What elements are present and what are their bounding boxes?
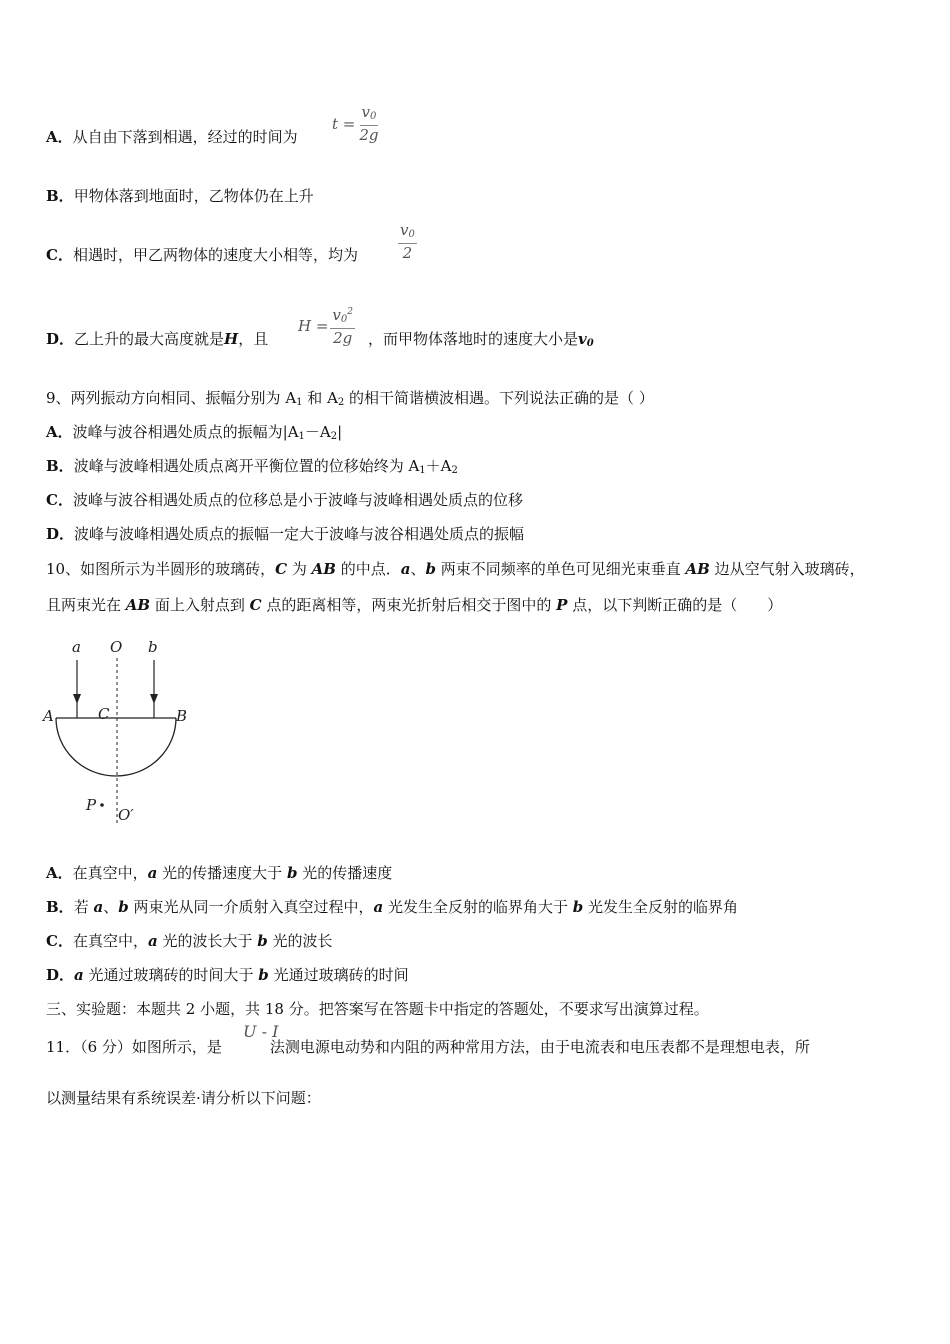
label-C: C [98,705,110,723]
q10-option-b: B．若 a、b 两束光从同一介质射入真空过程中，a 光发生全反射的临界角大于 b 光发生全反射的临界角 [46,898,739,916]
q9-stem: 9、两列振动方向相同、振幅分别为 $A_1$ 和 $A_2$ 的相干简谐横波相遇。下列说法正确的是（ ） [46,389,654,408]
q9-option-d: D．波峰与波峰相遇处质点的振幅一定大于波峰与波谷相遇处质点的振幅 [46,525,525,543]
q11-stem-line2: 以测量结果有系统误差·请分析以下问题： [46,1089,321,1107]
fraction: $\frac{v_0}{2}$ [400,221,415,262]
q10-option-d: D．a 光通过玻璃砖的时间大于 b 光通过玻璃砖的时间 [46,966,409,984]
q9-option-b: B．波峰与波峰相遇处质点离开平衡位置的位移始终为 $A_1+A_2$ [46,457,458,476]
q8-d-formula [298,304,355,347]
option-label: C． [46,246,73,264]
q8-option-c [46,245,358,265]
q8-a-formula [332,104,381,144]
q8-option-a [46,127,298,147]
q8-option-d-tail: ，而甲物体落地时的速度大小是$v_0$ [368,330,594,349]
fraction: $\frac{v_0^2}{2g}$ [332,306,354,347]
q9-option-a: A．波峰与波谷相遇处质点的振幅为$|A_1-A_2|$ [46,423,343,442]
q10-stem-line2: 且两束光在 AB 面上入射点到 C 点的距离相等，两束光折射后相交于图中的 P 点，以下判断正确的是（ ） [46,596,783,614]
q8-c-formula [398,222,417,262]
q10-stem-line1: 10、如图所示为半圆形的玻璃砖，C 为 AB 的中点．a、b 两束不同频率的单色可见细光束垂直 AB 边从空气射入玻璃砖， [46,560,865,578]
q10-option-c: C．在真空中，a 光的波长大于 b 光的波长 [46,932,333,950]
option-label: A． [46,128,73,146]
option-text: 相遇时，甲乙两物体的速度大小相等，均为 [72,246,358,264]
q8-option-b [46,186,314,206]
q9-option-c: C．波峰与波谷相遇处质点的位移总是小于波峰与波峰相遇处质点的位移 [46,491,523,509]
option-text: 甲物体落到地面时，乙物体仍在上升 [73,187,314,205]
semicircle-glass-figure [40,630,200,830]
option-label: D． [46,330,75,348]
option-text: 从自由下落到相遇，经过的时间为 [72,128,298,146]
label-b: b [148,638,158,656]
point-p [100,803,104,807]
semicircle-arc [56,718,176,776]
fraction: $\frac{v_0}{2g}$ [359,103,379,144]
formula-lhs: t = [332,115,356,133]
formula-lhs: H = [298,316,329,335]
label-A: A [43,707,54,725]
section-3-heading: 三、实验题：本题共 2 小题，共 18 分。把答案写在答题卡中指定的答题处，不要求写出演算过程。 [46,1000,709,1018]
label-B: B [176,707,188,725]
label-P: P [86,796,97,814]
q10-option-a: A．在真空中，a 光的传播速度大于 b 光的传播速度 [46,864,393,882]
arrow-a [73,694,81,704]
label-a: a [72,638,81,656]
option-label: B． [46,187,74,205]
label-O-prime: O′ [118,806,134,824]
arrow-b [150,694,158,704]
q11-ui-formula: U - I [243,1022,279,1041]
q8-option-d: D．乙上升的最大高度就是H，且 [46,330,269,348]
q11-stem-line1: 11．（6 分）如图所示，是 法测电源电动势和内阻的两种常用方法，由于电流表和电压表都不是理想电表，所 [46,1038,810,1056]
label-O: O [110,638,123,656]
